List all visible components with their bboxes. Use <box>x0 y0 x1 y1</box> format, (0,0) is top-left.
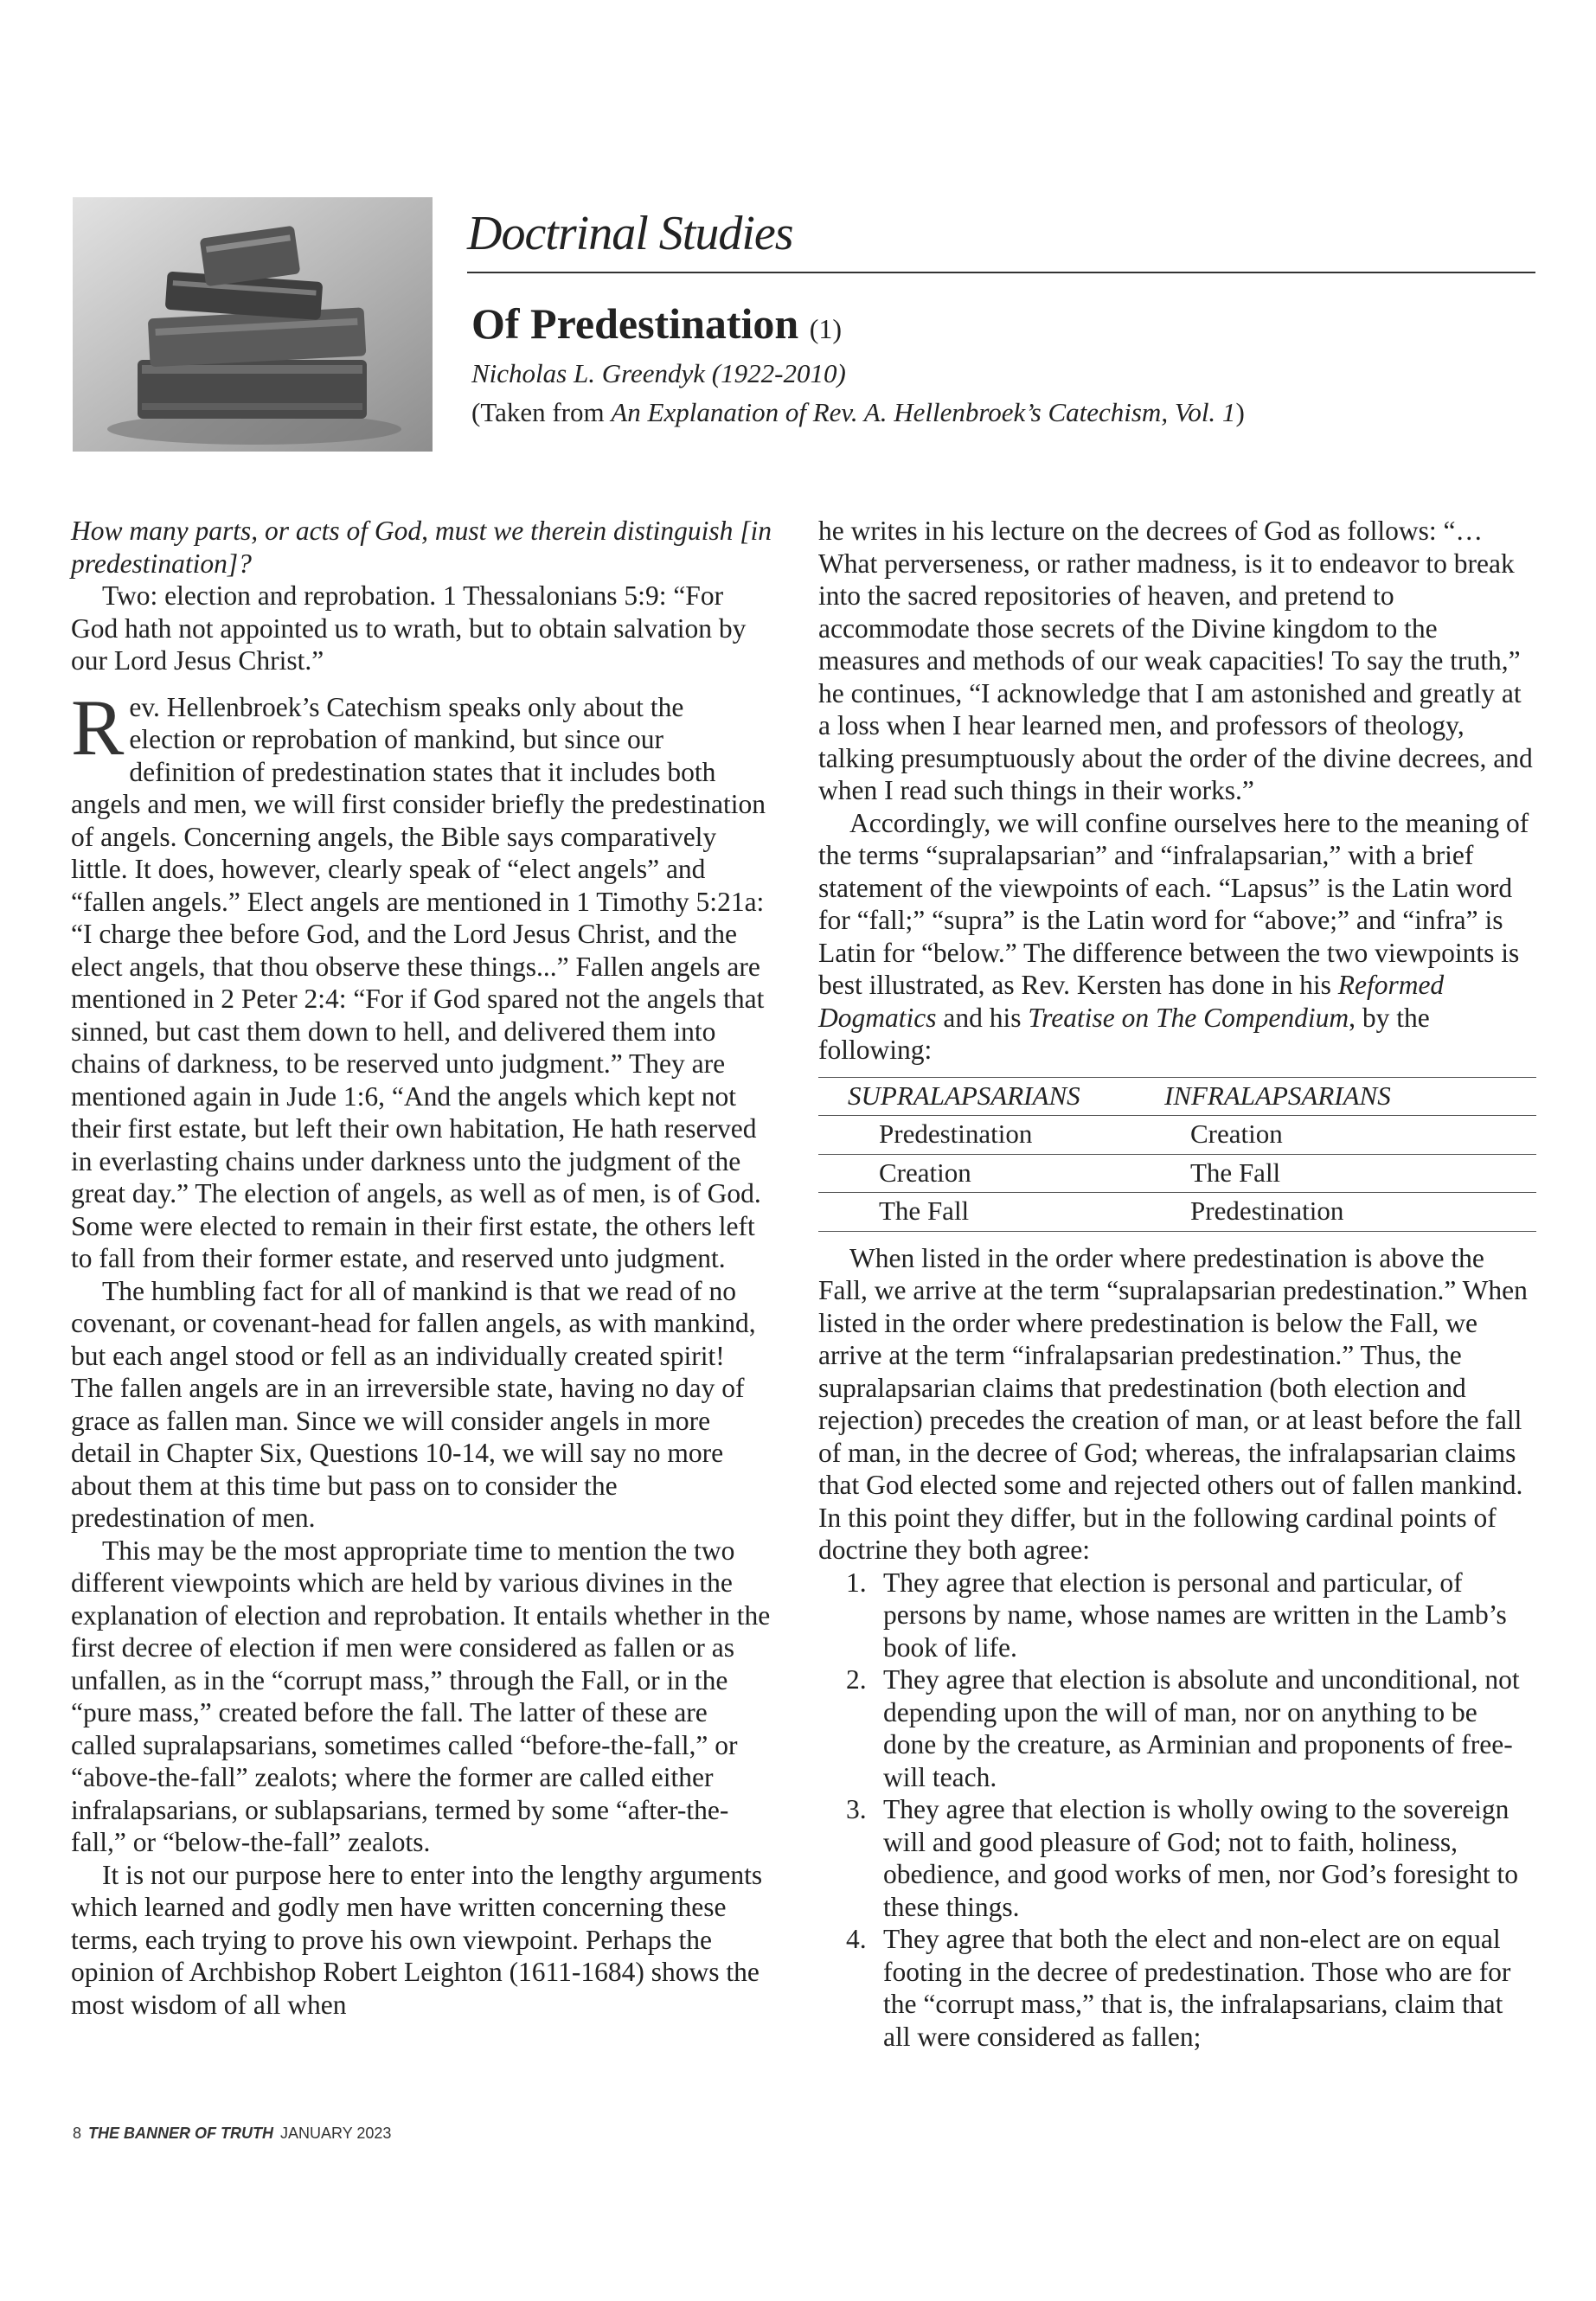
source-prefix: (Taken from <box>471 397 612 427</box>
table-header: INFRALAPSARIANS <box>1164 1077 1536 1116</box>
source-title: An Explanation of Rev. A. Hellenbroek’s Catechism, Vol. 1 <box>611 397 1236 427</box>
paragraph <box>818 807 1536 1067</box>
agreement-points-list <box>818 1567 1536 2054</box>
article-title <box>471 298 842 349</box>
list-text: They agree that election is personal and particular, of persons by name, whose names are written in the Lamb’s book of life. <box>883 1567 1507 1663</box>
left-column <box>71 515 772 2021</box>
issue-date: JANUARY 2023 <box>280 2125 392 2142</box>
right-column <box>818 515 1536 2053</box>
book-title: Treatise on The Compendium <box>1028 1002 1349 1033</box>
page-footer <box>73 2125 391 2143</box>
paragraph: When listed in the order where predestination is above the Fall, we arrive at the term “supralapsarian predestination.” When listed in the order where predestination is below the Fall, we arrive at the term “infralapsarian predestination.” Thus, the supralapsarian claims that predestination (both election and rejection) precedes the creation of man, or at least before the fall of man, in the decree of God; whereas, the infralapsarian claims that God elected some and rejected others out of fallen mankind. In this point they differ, but in the following cardinal points of doctrine they both agree: <box>818 1242 1528 1565</box>
source-line <box>471 397 1245 428</box>
table-row <box>818 1154 1536 1193</box>
list-text: They agree that election is wholly owing to the sovereign will and good pleasure of God; not to faith, holiness, obedience, and good works of men, nor God’s foresight to these things. <box>883 1794 1518 1922</box>
paragraph-text: , by the following: <box>818 1002 1430 1065</box>
paragraph: This may be the most appropriate time to mention the two different viewpoints which are held by various divines in the explanation of election and reprobation. It entails whether in the first decree of election if men were considered as fallen or as unfallen, as in the “corrupt mass,” through the Fall, or in the “pure mass,” created before the fall. The latter of these are called supralapsarians, sometimes called “before-the-fall,” or “above-the-fall” zealots; where the former are called either infralapsarians, or sublapsarians, termed by some “after-the-fall,” or “below-the-fall” zealots. <box>71 1535 771 1857</box>
table-header: SUPRALAPSARIANS <box>818 1077 1164 1116</box>
list-number: 4. <box>846 1924 867 1954</box>
paragraph <box>71 683 772 1275</box>
drop-cap: R <box>71 683 125 772</box>
section-title: Doctrinal Studies <box>467 207 793 260</box>
table-cell: The Fall <box>1164 1154 1536 1193</box>
stack-of-books-photo <box>73 197 433 452</box>
paragraph-text: and his <box>936 1002 1029 1033</box>
list-text: They agree that both the elect and non-elect are on equal footing in the decree of predestination. Those who are for the “corrupt mass,” that is, the infralapsarians, claim that all were considered as fallen; <box>883 1924 1511 2052</box>
table-cell: Predestination <box>818 1116 1164 1155</box>
table-row <box>818 1193 1536 1232</box>
publication-name: THE BANNER OF TRUTH <box>88 2125 274 2142</box>
title-divider <box>467 272 1535 273</box>
list-item <box>818 1567 1536 1664</box>
table-cell: Creation <box>818 1154 1164 1193</box>
book-title: Reformed Dogmatics <box>818 970 1445 1033</box>
article-number: (1) <box>809 313 843 344</box>
list-number: 3. <box>846 1794 867 1824</box>
list-number: 2. <box>846 1664 867 1695</box>
answer: Two: election and reprobation. 1 Thessalonians 5:9: “For God hath not appointed us to wrath, but to obtain salvation by our Lord Jesus Christ.” <box>71 580 747 676</box>
paragraph: he writes in his lecture on the decrees of God as follows: “…What perverseness, or rather madness, is it to endeavor to break into the sacred repositories of heaven, and pretend to accommodate those secrets of the Divine kingdom to the measures and methods of our weak capacities! To say the truth,” he continues, “I acknowledge that I am astonished and greatly at a loss when I hear learned men, and professors of theology, talking presumptuously about the order of the divine decrees, and when I read such things in their works.” <box>818 516 1533 805</box>
table-row <box>818 1116 1536 1155</box>
paragraph-text: ev. Hellenbroek’s Catechism speaks only about the election or reprobation of mankind, but since our definition of predestination states that it includes both angels and men, we will first consider briefly the predestination of angels. Concerning angels, the Bible says comparatively little. It does, however, clearly speak of “elect angels” and “fallen angels.” Elect angels are mentioned in 1 Timothy 5:21a: “I charge thee before God, and the Lord Jesus Christ, and the elect angels, that thou observe these things...” Fallen angels are mentioned in 2 Peter 2:4: “For if God spared not the angels that sinned, but cast them down to hell, and delivered them into chains of darkness, to be reserved unto judgment.” They are mentioned again in Jude 1:6, “And the angels which kept not their first estate, but left their own habitation, He hath reserved in everlasting chains under darkness unto the judgment of the great day.” The election of angels, as well as of men, is of God. Some were elected to remain in their first estate, the others left to fall from their former estate, and reserved unto judgment. <box>71 691 766 1273</box>
book-stack-icon <box>73 197 433 452</box>
list-text: They agree that election is absolute and unconditional, not depending upon the will of man, nor on anything to be done by the creature, as Arminian and proponents of free-will teach. <box>883 1664 1520 1792</box>
lapsarian-table <box>818 1077 1536 1232</box>
paragraph: It is not our purpose here to enter into the lengthy arguments which learned and godly men have written concerning these terms, each trying to prove his own viewpoint. Perhaps the opinion of Archbishop Robert Leighton (1611-1684) shows the most wisdom of all when <box>71 1859 763 2020</box>
table-cell: Predestination <box>1164 1193 1536 1232</box>
source-suffix: ) <box>1235 397 1245 427</box>
table-header-row <box>818 1077 1536 1116</box>
table-cell: The Fall <box>818 1193 1164 1232</box>
list-item <box>818 1663 1536 1793</box>
table-cell: Creation <box>1164 1116 1536 1155</box>
article-title-text: Of Predestination <box>471 299 799 348</box>
author-line: Nicholas L. Greendyk (1922-2010) <box>471 358 846 388</box>
page-number: 8 <box>73 2125 82 2142</box>
list-item <box>818 1923 1536 2053</box>
paragraph-text: Accordingly, we will confine ourselves here to the meaning of the terms “supralapsarian” and “infralapsarian,” with a brief statement of the viewpoints of each. “Lapsus” is the Latin word for “fall;” “supra” is the Latin word for “above;” and “infra” is Latin for “below.” The difference between the two viewpoints is best illustrated, as Rev. Kersten has done in his <box>818 807 1529 1000</box>
list-item <box>818 1793 1536 1923</box>
paragraph: The humbling fact for all of mankind is that we read of no covenant, or covenant-head for fallen angels, as with mankind, but each angel stood or fell as an individually created spirit! The fallen angels are in an irreversible state, having no day of grace as fallen man. Since we will consider angels in more detail in Chapter Six, Questions 10-14, we will say no more about them at this time but pass on to consider the predestination of men. <box>71 1275 756 1533</box>
list-number: 1. <box>846 1567 867 1598</box>
question: How many parts, or acts of God, must we therein distinguish [in predestination]? <box>71 516 772 579</box>
